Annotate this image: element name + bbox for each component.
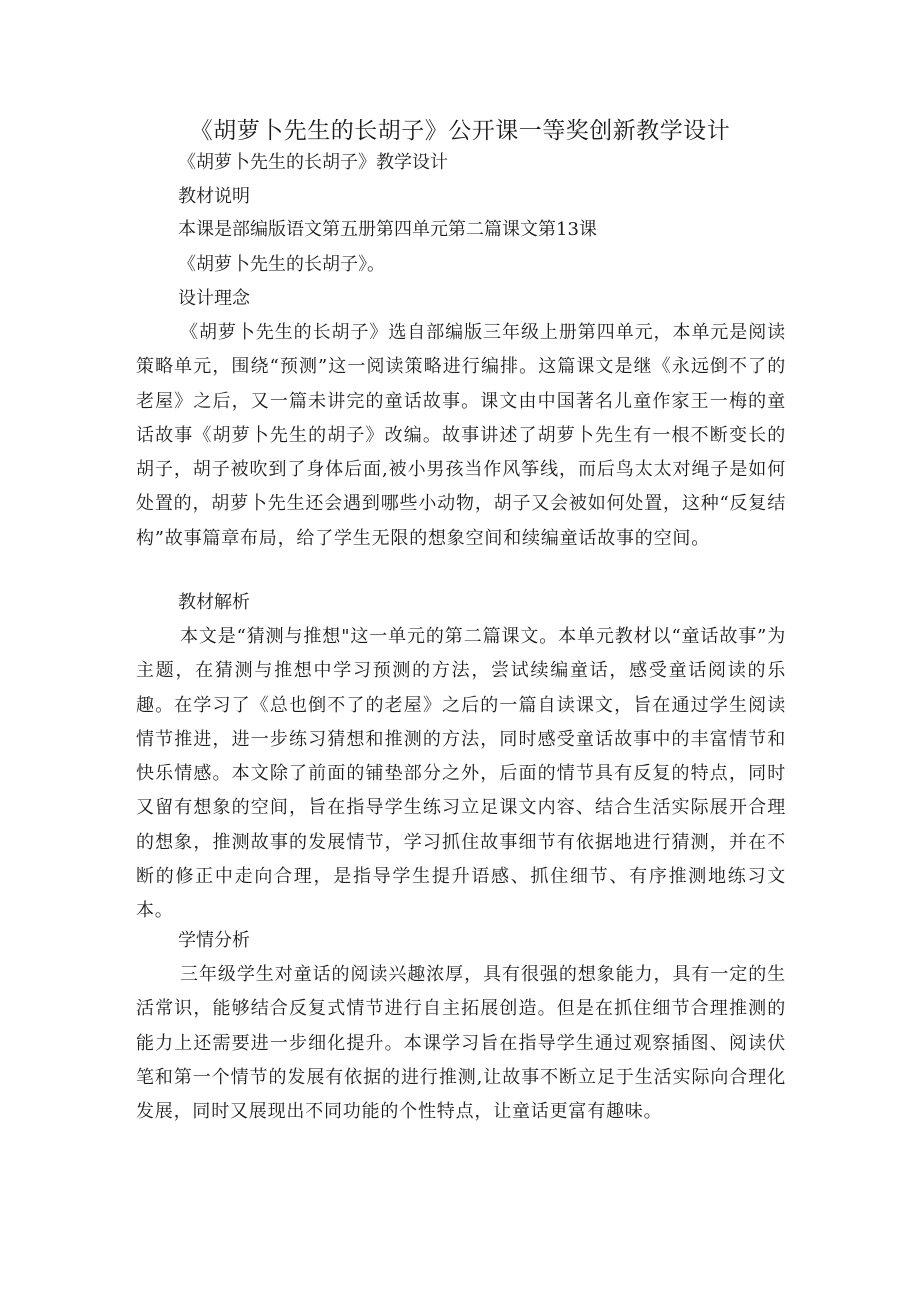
learner-body: 三年级学生对童话的阅读兴趣浓厚，具有很强的想象能力，具有一定的生活常识，能够结合反复式情节进行自主拓展创造。但是在抓住细节合理推测的能力上还需要进一步细化提升。本课学习旨在指导学生通过观察插图、阅读伏笔和第一个情节的发展有依据的进行推测,让故事不断立足于生活实际向合理化发展，同时又展现出不同功能的个性特点，让童话更富有趣味。 (136, 964, 786, 1123)
analysis-body: 本文是“猜测与推想"这一单元的第二篇课文。本单元教材以“童话故事”为主题，在猜测与推想中学习预测的方法，尝试续编童话，感受童话阅读的乐趣。在学习了《总也倒不了的老屋》之后的一篇自读课文，旨在通过学生阅读情节推进，进一步练习猜想和推测的方法，同时感受童话故事中的丰富情节和快乐情感。本文除了前面的铺垫部分之外，后面的情节具有反复的特点，同时又留有想象的空间，旨在指导学生练习立足课文内容、结合生活实际展开合理的想象，推测故事的发展情节，学习抓住故事细节有依据地进行猜测，并在不断的修正中走向合理，是指导学生提升语感、抓住细节、有序推测地练习文本。 (136, 626, 786, 922)
analysis-heading: 教材解析 (178, 592, 250, 613)
materials-heading: 教材说明 (178, 186, 250, 207)
materials-line-1: 本课是部编版语文第五册第四单元第二篇课文第13课 (178, 219, 597, 240)
materials-line-2: 《胡萝卜先生的长胡子》。 (178, 254, 385, 275)
document-subtitle: 《胡萝卜先生的长胡子》教学设计 (178, 152, 448, 173)
concept-body: 《胡萝卜先生的长胡子》选自部编版三年级上册第四单元，本单元是阅读策略单元，围绕“预测”这一阅读策略进行编排。这篇课文是继《永远倒不了的老屋》之后，又一篇未讲完的童话故事。课文由中国著名儿童作家王一梅的童话故事《胡萝卜先生的胡子》改编。故事讲述了胡萝卜先生有一根不断变长的胡子，胡子被吹到了身体后面,被小男孩当作风筝线，而后鸟太太对绳子是如何处置的，胡萝卜先生还会遇到哪些小动物，胡子又会被如何处置，这种“反复结构”故事篇章布局，给了学生无限的想象空间和续编童话故事的空间。 (136, 322, 786, 549)
document-title: 《胡萝卜先生的长胡子》公开课一等奖创新教学设计 (189, 118, 731, 144)
learner-heading: 学情分析 (178, 930, 250, 951)
concept-heading: 设计理念 (178, 288, 250, 309)
